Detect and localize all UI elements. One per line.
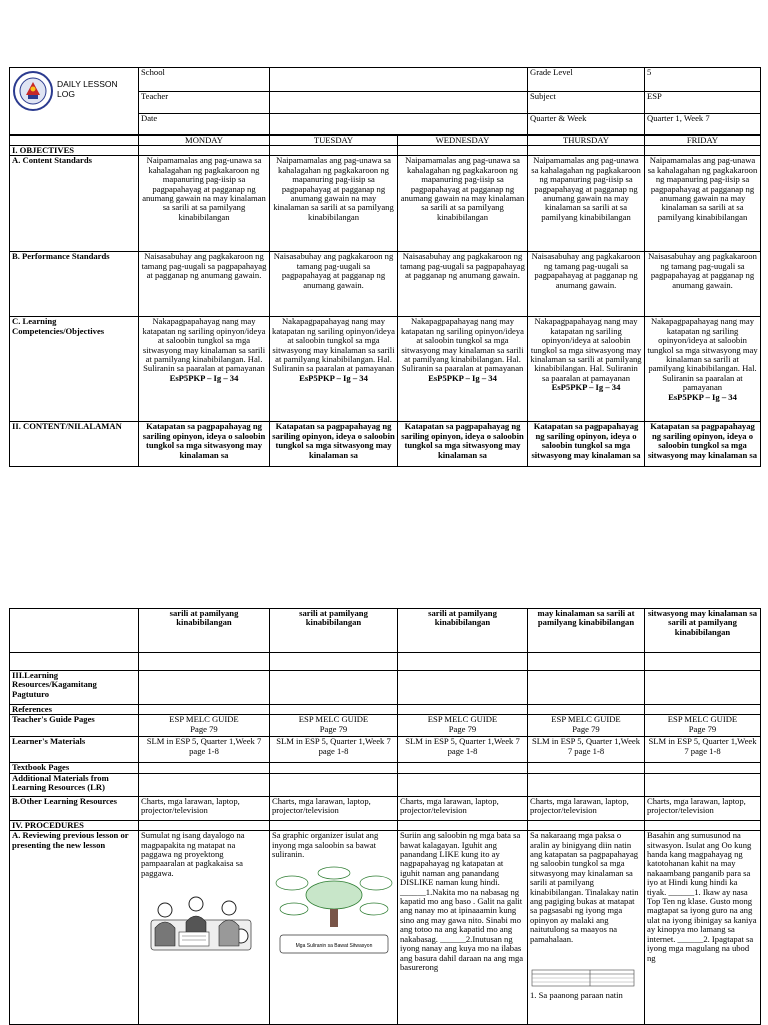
content-standards-monday: Naipamamalas ang pag-unawa sa kahalagahan ng pagkakaroon ng mapanuring pag-iisip sa pagpapahayag at pagganap ng anumang gawain na may kinalaman sa sarili at sa pamilyang kinabibilangan	[139, 156, 270, 252]
school-value[interactable]	[270, 68, 528, 92]
lesson-log-table-page2	[9, 608, 761, 1025]
procedure-a-tuesday: Sa graphic organizer isulat ang inyong mga saloobin sa bawat suliranin. Mga Suliranin sa Bawat Sitwasyon	[270, 831, 398, 1025]
competency-code: EsP5PKP – Ig – 34	[169, 372, 239, 383]
lm-monday: SLM in ESP 5, Quarter 1,Week 7 page 1-8	[139, 737, 270, 763]
teacher-label: Teacher	[139, 92, 270, 114]
performance-standards-label: B. Performance Standards	[10, 252, 139, 317]
lm-thursday: SLM in ESP 5, Quarter 1,Week 7 page 1-8	[528, 737, 645, 763]
deped-seal-icon	[12, 70, 54, 112]
other-friday: Charts, mga larawan, laptop, projector/television	[645, 796, 761, 820]
textbook-label: Textbook Pages	[10, 763, 139, 773]
tg-friday: ESP MELC GUIDE Page 79	[645, 715, 761, 737]
date-label: Date	[139, 114, 270, 135]
performance-standards-tuesday: Naisasabuhay ang pagkakaroon ng tamang pag-uugali sa pagpapahayag at pagganap ng anumang gawain.	[270, 252, 398, 317]
content-standards-label: A. Content Standards	[10, 156, 139, 252]
competency-monday: Nakapagpapahayag nang may katapatan ng sariling opinyon/ideya at saloobin tungkol sa mga sitwasyong may kinalaman sa sarili at pamilyang kinabibilangan. Hal. Suliranin sa paaralan at pamayanan EsP5PKP – Ig – 34	[139, 317, 270, 422]
day-monday: MONDAY	[139, 135, 270, 146]
day-wednesday: WEDNESDAY	[398, 135, 528, 146]
procedure-a-label: A. Reviewing previous lesson or presenting the new lesson	[10, 831, 139, 1025]
competency-code: EsP5PKP – Ig – 34	[668, 391, 737, 402]
procedures-label: IV. PROCEDURES	[10, 820, 139, 830]
references-label: References	[10, 705, 139, 715]
content-tuesday: Katapatan sa pagpapahayag ng sariling opinyon, ideya o saloobin tungkol sa mga sitwasyong may kinalaman sa	[270, 422, 398, 467]
content-wednesday: Katapatan sa pagpapahayag ng sariling opinyon, ideya o saloobin tungkol sa mga sitwasyong may kinalaman sa	[398, 422, 528, 467]
tg-thursday: ESP MELC GUIDE Page 79	[528, 715, 645, 737]
competencies-label: C. Learning Competencies/Objectives	[10, 317, 139, 422]
lm-tuesday: SLM in ESP 5, Quarter 1,Week 7 page 1-8	[270, 737, 398, 763]
tg-tuesday: ESP MELC GUIDE Page 79	[270, 715, 398, 737]
log-title: DAILY LESSON	[57, 79, 118, 89]
lm-friday: SLM in ESP 5, Quarter 1,Week 7 page 1-8	[645, 737, 761, 763]
performance-standards-wednesday: Naisasabuhay ang pagkakaroon ng tamang pag-uugali sa pagpapahayag at pagganap ng anumang gawain.	[398, 252, 528, 317]
performance-standards-thursday: Naisasabuhay ang pagkakaroon ng tamang pag-uugali sa pagpapahayag at pagganap ng anumang gawain.	[528, 252, 645, 317]
tg-monday: ESP MELC GUIDE Page 79	[139, 715, 270, 737]
header-logo-cell	[10, 68, 139, 135]
content-continued-wednesday: sarili at pamilyang kinabibilangan	[398, 609, 528, 653]
day-tuesday: TUESDAY	[270, 135, 398, 146]
lm-wednesday: SLM in ESP 5, Quarter 1,Week 7 page 1-8	[398, 737, 528, 763]
date-value[interactable]	[270, 114, 528, 135]
content-continued-monday: sarili at pamilyang kinabibilangan	[139, 609, 270, 653]
content-friday: Katapatan sa pagpapahayag ng sariling opinyon, ideya o saloobin tungkol sa mga sitwasyong may kinalaman sa	[645, 422, 761, 467]
competency-wednesday: Nakapagpapahayag nang may katapatan ng sariling opinyon/ideya at saloobin tungkol sa mga sitwasyong may kinalaman sa sarili at pamilyang kinabibilangan. Hal. Suliranin sa paaralan at pamayanan EsP5PKP – Ig – 34	[398, 317, 528, 422]
graphic-organizer-illustration	[272, 865, 396, 963]
log-title-2: LOG	[57, 89, 75, 99]
procedure-a-thursday-end: 1. Sa paanong paraan natin	[530, 989, 623, 1000]
competency-thursday: Nakapagpapahayag nang may katapatan ng sariling opinyon/ideya at saloobin tungkol sa mga sitwasyong may kinalaman sa sarili at pamilyang kinabibilangan. Hal. Suliranin sa paaralan at pamayanan EsP5PKP – Ig – 34	[528, 317, 645, 422]
mini-table-illustration	[530, 968, 636, 988]
other-tuesday: Charts, mga larawan, laptop, projector/television	[270, 796, 398, 820]
content-continued-tuesday: sarili at pamilyang kinabibilangan	[270, 609, 398, 653]
competency-tuesday: Nakapagpapahayag nang may katapatan ng sariling opinyon/ideya at saloobin tungkol sa mga sitwasyong may kinalaman sa sarili at pamilyang kinabibilangan. Hal. Suliranin sa paaralan at pamayanan EsP5PKP – Ig – 34	[270, 317, 398, 422]
day-thursday: THURSDAY	[528, 135, 645, 146]
procedure-a-monday: Sumulat ng isang dayalogo na magpapakita ng matapat na paggawa ng proyektong pampaaralan at pagkakaisa sa paggawa.	[139, 831, 270, 1025]
content-standards-tuesday: Naipamamalas ang pag-unawa sa kahalagahan ng pagkakaroon ng mapanuring pag-iisip sa pagpapahayag at pagganap ng anumang gawain na may kinalaman sa sarili at sa pamilyang kinabibilangan	[270, 156, 398, 252]
other-resources-label: B.Other Learning Resources	[10, 796, 139, 820]
additional-materials-label: Additional Materials from Learning Resources (LR)	[10, 773, 139, 796]
quarter-label: Quarter & Week	[528, 114, 645, 135]
content-continued-label	[10, 609, 139, 653]
subject-value[interactable]: ESP	[645, 92, 761, 114]
other-monday: Charts, mga larawan, laptop, projector/television	[139, 796, 270, 820]
competency-code: EsP5PKP – Ig – 34	[428, 372, 497, 383]
lesson-log-table-page1	[9, 67, 761, 467]
tg-wednesday: ESP MELC GUIDE Page 79	[398, 715, 528, 737]
other-wednesday: Charts, mga larawan, laptop, projector/television	[398, 796, 528, 820]
procedure-a-thursday: Sa nakaraang mga paksa o aralin ay binigyang diin natin ang katapatan sa pagpapahayag ng saloobin tungkol sa mga sitwasyong may kinalaman sa sarili at pamilyang kinabibilangan. Tinalakay natin ang pagiging bukas at matapat sa pagsasabi ng iyong mga opinyon ay malaki ang naitutulong sa maayos na pamahalaan. 1. Sa paanong paraan natin	[528, 831, 645, 1025]
grade-value[interactable]: 5	[645, 68, 761, 92]
performance-standards-monday: Naisasabuhay ang pagkakaroon ng tamang pag-uugali sa pagpapahayag at pagganap ng anumang gawain.	[139, 252, 270, 317]
content-monday: Katapatan sa pagpapahayag ng sariling opinyon, ideya o saloobin tungkol sa mga sitwasyong may kinalaman sa	[139, 422, 270, 467]
content-standards-wednesday: Naipamamalas ang pag-unawa sa kahalagahan ng pagkakaroon ng mapanuring pag-iisip sa pagpapahayag at pagganap ng anumang gawain na may kinalaman sa sarili at sa pamilyang kinabibilangan	[398, 156, 528, 252]
content-standards-thursday: Naipamamalas ang pag-unawa sa kahalagahan ng pagkakaroon ng mapanuring pag-iisip sa pagpapahayag at pagganap ng anumang gawain na may kinalaman sa sarili at sa pamilyang kinabibilangan	[528, 156, 645, 252]
students-working-illustration	[141, 888, 263, 968]
performance-standards-friday: Naisasabuhay ang pagkakaroon ng tamang pag-uugali sa pagpapahayag at pagganap ng anumang gawain.	[645, 252, 761, 317]
resources-label: III.Learning Resources/Kagamitang Pagtuturo	[10, 671, 139, 705]
subject-label: Subject	[528, 92, 645, 114]
organizer-caption: Mga Suliranin sa Bawat Sitwasyon	[295, 943, 373, 950]
corner-cell	[10, 135, 139, 146]
day-friday: FRIDAY	[645, 135, 761, 146]
competency-code: EsP5PKP – Ig – 34	[551, 382, 621, 393]
other-thursday: Charts, mga larawan, laptop, projector/television	[528, 796, 645, 820]
procedure-a-wednesday: Suriin ang saloobin ng mga bata sa bawat kalagayan. Iguhit ang panandang LIKE kung ito ay nagpapahayag ng katapatan at iguhit naman ang panandang DISLIKE naman kung hindi. ______1.Nakita mo na nabasag ng kapatid mo ang baso . Galit na galit ang nanay mo at ipinaaamin kung sino ang may gawa nito. Sinabi mo ang totoo na ang kapatid mo ang nakabasag. ______2.Inutusan ng iyong nanay ang kuya mo na ilabas ang basura dahil daraan na ang mga basurerong	[398, 831, 528, 1025]
objectives-label: I. OBJECTIVES	[10, 146, 139, 156]
content-label: II. CONTENT/NILALAMAN	[10, 422, 139, 467]
content-standards-friday: Naipamamalas ang pag-unawa sa kahalagahan ng pagkakaroon ng mapanuring pag-iisip sa pagpapahayag at pagganap ng anumang gawain na may kinalaman sa sarili at sa pamilyang kinabibilangan	[645, 156, 761, 252]
teacher-value[interactable]	[270, 92, 528, 114]
quarter-value[interactable]: Quarter 1, Week 7	[645, 114, 761, 135]
grade-label: Grade Level	[528, 68, 645, 92]
competency-code: EsP5PKP – Ig – 34	[299, 372, 368, 383]
content-continued-friday: sitwasyong may kinalaman sa sarili at pamilyang kinabibilangan	[645, 609, 761, 653]
competency-friday: Nakapagpapahayag nang may katapatan ng sariling opinyon/ideya at saloobin tungkol sa mga sitwasyong may kinalaman sa sarili at pamilyang kinabibilangan. Hal. Suliranin sa paaralan at pamayanan EsP5PKP – Ig – 34	[645, 317, 761, 422]
content-continued-thursday: may kinalaman sa sarili at pamilyang kinabibilangan	[528, 609, 645, 653]
learners-materials-label: Learner's Materials	[10, 737, 139, 763]
procedure-a-friday: Basahin ang sumusunod na sitwasyon. Isulat ang Oo kung handa kang magpahayag ng katotohanan kahit na may nakaambang panganib para sa iyo at Hindi kung hindi ka tiyak. ______1. Ikaw ay nasa Top Ten ng klase. Gusto mong magtapat sa iyong guro na ang ulat na iyong ibinigay sa kaniya ay kinopya mo lamang sa internet. ______2. Ipagtapat sa iyong mga magulang na ubod ng	[645, 831, 761, 1025]
school-label: School	[139, 68, 270, 92]
content-thursday: Katapatan sa pagpapahayag ng sariling opinyon, ideya o saloobin tungkol sa mga sitwasyong may kinalaman sa	[528, 422, 645, 467]
teachers-guide-label: Teacher's Guide Pages	[10, 715, 139, 737]
